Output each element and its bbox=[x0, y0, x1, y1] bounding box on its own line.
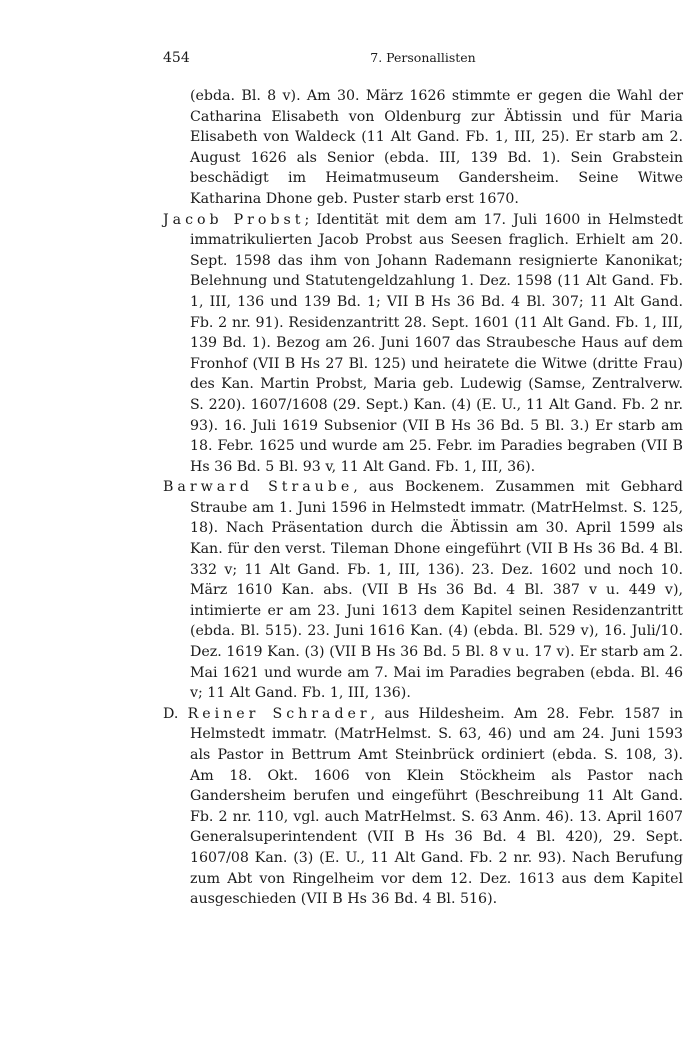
entry-name: Reiner Schrader bbox=[187, 705, 371, 722]
entry-continuation bbox=[163, 86, 683, 210]
entry-reiner-schrader bbox=[163, 704, 683, 910]
entry-text: (ebda. Bl. 8 v). Am 30. März 1626 stimmte er gegen die Wahl der Catharina Elisabeth von Oldenburg zur Äbtissin und für Maria Elisabeth von Waldeck (11 Alt Gand. Fb. 1, III, 25). Er starb am 2. August 1626 als Senior (ebda. III, 139 Bd. 1). Sein Grabstein beschädigt im Heimatmuseum Gandersheim. Seine Witwe Katharina Dhone geb. Puster starb erst 1670. bbox=[190, 88, 683, 207]
chapter-title: 7. Personallisten bbox=[370, 50, 476, 65]
entry-name: Barward Straube bbox=[163, 479, 354, 496]
entry-prefix: D. bbox=[163, 705, 188, 722]
running-head bbox=[163, 48, 683, 68]
entry-jacob-probst bbox=[163, 210, 683, 478]
page-number: 454 bbox=[163, 50, 190, 66]
entry-text: , aus Bockenem. Zusammen mit Gebhard Straube am 1. Juni 1596 in Helmstedt immatr. (MatrHelmst. S. 125, 18). Nach Präsentation durch die Äbtissin am 30. April 1599 als Kan. für den verst. Tileman Dhone eingeführt (VII B Hs 36 Bd. 4 Bl. 332 v; 11 Alt Gand. Fb. 1, III, 136). 23. Dez. 1602 und noch 10. März 1610 Kan. abs. (VII B Hs 36 Bd. 4 Bl. 387 v u. 449 v), intimierte er am 23. Juni 1613 dem Kapitel seinen Residenzantritt (ebda. Bl. 515). 23. Juni 1616 Kan. (4) (ebda. Bl. 529 v), 16. Juli/10. Dez. 1619 Kan. (3) (VII B Hs 36 Bd. 5 Bl. 8 v u. 17 v). Er starb am 2. Mai 1621 und wurde am 7. Mai im Paradies begraben (ebda. Bl. 46 v; 11 Alt Gand. Fb. 1, III, 136). bbox=[190, 479, 683, 702]
entry-barward-straube bbox=[163, 477, 683, 704]
entry-text: , aus Hildesheim. Am 28. Febr. 1587 in Helmstedt immatr. (MatrHelmst. S. 63, 46) und am 24. Juni 1593 als Pastor in Bettrum Amt Steinbrück ordiniert (ebda. S. 108, 3). Am 18. Okt. 1606 von Klein Stöckheim als Pastor nach Gandersheim berufen und eingeführt (Beschreibung 11 Alt Gand. Fb. 2 nr. 110, vgl. auch MatrHelmst. S. 63 Anm. 46). 13. April 1607 Generalsuperintendent (VII B Hs 36 Bd. 4 Bl. 420), 29. Sept. 1607/08 Kan. (3) (E. U., 11 Alt Gand. Fb. 2 nr. 93). Nach Berufung zum Abt von Ringelheim vor dem 12. Dez. 1613 aus dem Kapitel ausgeschieden (VII B Hs 36 Bd. 4 Bl. 516). bbox=[190, 705, 683, 908]
entry-name: Jacob Probst bbox=[163, 211, 305, 228]
entry-text: ; Identität mit dem am 17. Juli 1600 in Helmstedt immatrikulierten Jacob Probst aus Seesen fraglich. Erhielt am 20. Sept. 1598 das ihm von Johann Rademann resignierte Kanonikat; Belehnung und Statutengeldzahlung 1. Dez. 1598 (11 Alt Gand. Fb. 1, III, 136 und 139 Bd. 1; VII B Hs 36 Bd. 4 Bl. 307; 11 Alt Gand. Fb. 2 nr. 91). Residenzantritt 28. Sept. 1601 (11 Alt Gand. Fb. 1, III, 139 Bd. 1). Bezog am 26. Juni 1607 das Straubesche Haus auf dem Fronhof (VII B Hs 27 Bl. 125) und heiratete die Witwe (dritte Frau) des Kan. Martin Probst, Maria geb. Ludewig (Samse, Zentralverw. S. 220). 1607/1608 (29. Sept.) Kan. (4) (E. U., 11 Alt Gand. Fb. 2 nr. 93). 16. Juli 1619 Subsenior (VII B Hs 36 Bd. 5 Bl. 3.) Er starb am 18. Febr. 1625 und wurde am 25. Febr. im Paradies begraben (VII B Hs 36 Bd. 5 Bl. 93 v, 11 Alt Gand. Fb. 1, III, 36). bbox=[190, 211, 684, 475]
body-text bbox=[163, 86, 683, 910]
